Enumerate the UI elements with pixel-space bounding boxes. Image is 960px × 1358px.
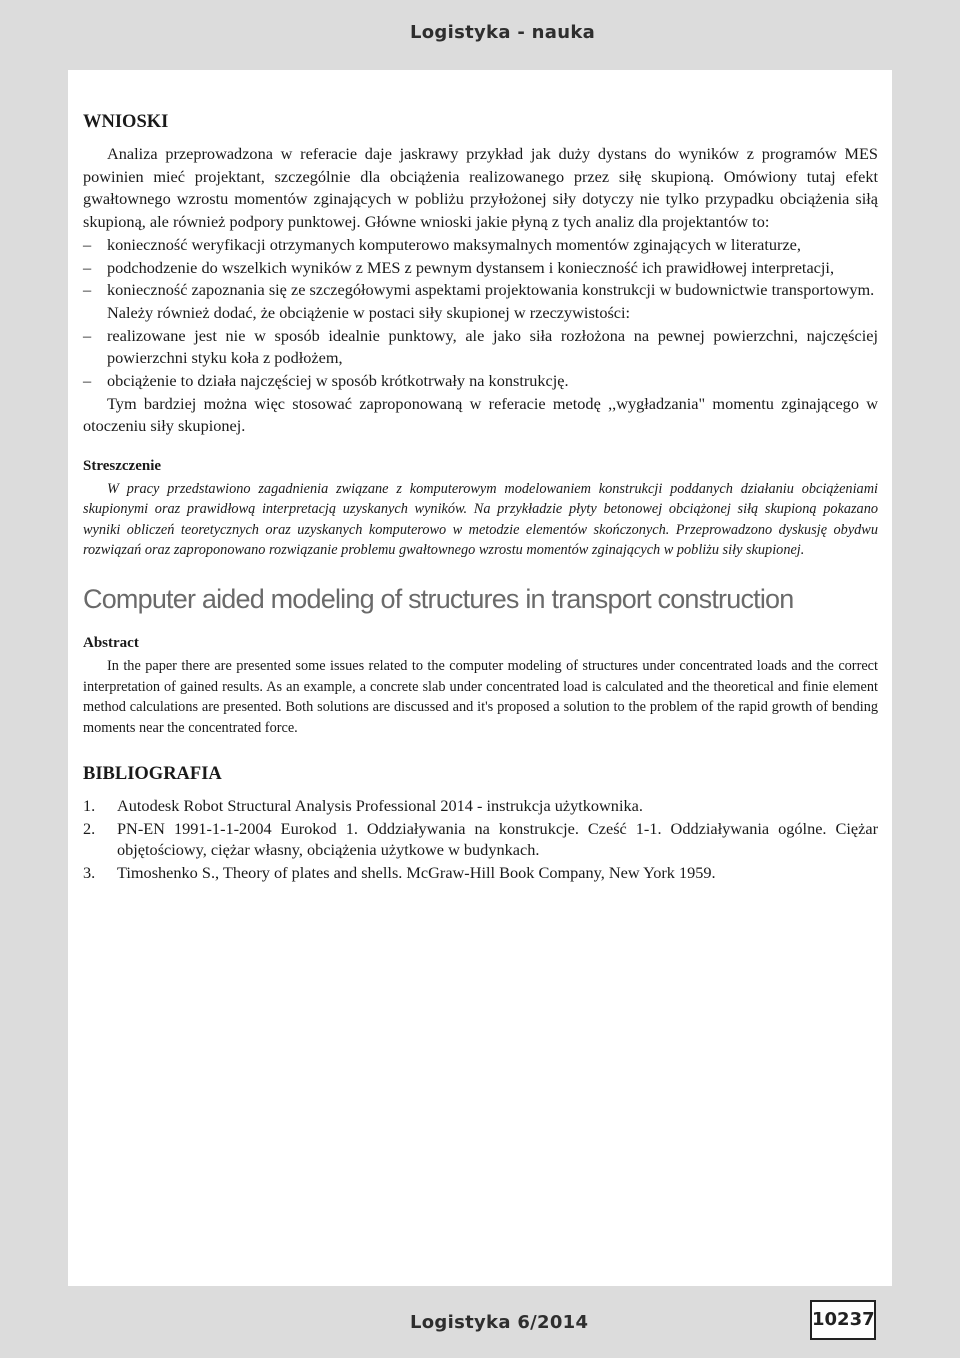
list-item xyxy=(83,279,878,302)
bibliography-item xyxy=(83,862,878,883)
bibliography-item xyxy=(83,818,878,860)
list-item-text: konieczność weryfikacji otrzymanych komputerowo maksymalnych momentów zginających w literaturze, xyxy=(107,234,801,254)
list-item-text: podchodzenie do wszelkich wyników z MES z pewnym dystansem i konieczność ich prawidłowej interpretacji, xyxy=(107,257,835,277)
bibliography-number: 1. xyxy=(83,796,96,816)
dash-bullet: – xyxy=(83,280,92,300)
summary-text: W pracy przedstawiono zagadnienia związane z komputerowym modelowaniem konstrukcji poddanych działaniu obciążeniami skupionymi oraz prawidłową interpretacją uzyskanych wyników. Na przykładzie płyty betonowej obciążonej siłą skupioną pokazano wyniki obliczeń teoretycznych oraz uzyskanych komputerowo w metodzie elementów skończonych. Przeprowadzono dyskusję obydwu rozwiązań oraz zaproponowano rozwiązanie problemu gwałtownego wzrostu momentów zginających w pobliżu siły skupionej. xyxy=(83,481,878,559)
dash-bullet: – xyxy=(83,371,92,391)
conclusions-list xyxy=(83,234,878,302)
load-remarks-list xyxy=(83,325,878,393)
conclusions-intro: Analiza przeprowadzona w referacie daje jaskrawy przykład jak duży dystans do wyników z programów MES powinien mieć projektant, szczególnie dla obciążenia realizowanego przez siłę skupioną. Omówiony tutaj efekt gwałtownego wzrostu momentów zginających w pobliżu przyłożonej siły dotyczy nie tylko przypadku obciążenia siłą skupioną, ale również podpory punktowej. Główne wnioski jakie płyną z tych analiz dla projektantów to: xyxy=(83,144,878,232)
bibliography-text: Autodesk Robot Structural Analysis Professional 2014 - instrukcja użytkownika. xyxy=(117,796,643,816)
page-header xyxy=(0,0,960,70)
article-content xyxy=(83,112,878,885)
bibliography-text: Timoshenko S., Theory of plates and shells. McGraw-Hill Book Company, New York 1959. xyxy=(117,863,716,883)
conclusions-closing: Tym bardziej można więc stosować zaproponowaną w referacie metodę ,,wygładzania" momentu zginającego w otoczeniu siły skupionej. xyxy=(83,393,878,436)
bibliography-heading: BIBLIOGRAFIA xyxy=(83,764,222,785)
summary-heading: Streszczenie xyxy=(83,458,162,475)
dash-bullet: – xyxy=(83,325,92,345)
footer-journal-issue: Logistyka 6/2014 xyxy=(410,1312,589,1333)
abstract-text: In the paper there are presented some issues related to the computer modeling of structures under concentrated loads and the correct interpretation of gained results. As an example, a concrete slab under concentrated load is calculated and the theoretical and finie element method calculations are presented. Both solutions are discussed and it's proposed a solution to the problem of the rapid growth of bending moments near the concentrated force. xyxy=(83,658,878,736)
list-item xyxy=(83,257,878,280)
list-item xyxy=(83,325,878,370)
english-title: Computer aided modeling of structures in transport construction xyxy=(83,584,794,615)
dash-bullet: – xyxy=(83,234,92,254)
bibliography-number: 3. xyxy=(83,863,96,883)
header-journal-title: Logistyka - nauka xyxy=(410,22,596,43)
conclusions-heading: WNIOSKI xyxy=(83,112,169,132)
bibliography-text: PN-EN 1991-1-1-2004 Eurokod 1. Oddziaływania na konstrukcje. Cześć 1-1. Oddziaływania ogólne. Ciężar objętościowy, ciężar własny, obciążenia użytkowe w budynkach. xyxy=(117,819,878,860)
page-number: 10237 xyxy=(810,1300,876,1340)
list-item-text: konieczność zapoznania się ze szczegółowymi aspektami projektowania konstrukcji w budownictwie transportowym. xyxy=(107,280,875,300)
list-item xyxy=(83,234,878,257)
bibliography-item xyxy=(83,795,878,816)
bibliography-list xyxy=(83,795,878,883)
list-item-text: obciążenie to działa najczęściej w sposób krótkotrwały na konstrukcję. xyxy=(107,371,569,391)
dash-bullet: – xyxy=(83,257,92,277)
bibliography-number: 2. xyxy=(83,819,96,839)
list-item xyxy=(83,370,878,393)
list-item-text: realizowane jest nie w sposób idealnie punktowy, ale jako siła rozłożona na pewnej powierzchni, najczęściej powierzchni styku koła z podłożem, xyxy=(107,325,878,368)
page-sheet xyxy=(68,70,892,1286)
abstract-heading: Abstract xyxy=(83,635,139,652)
conclusions-additional: Należy również dodać, że obciążenie w postaci siły skupionej w rzeczywistości: xyxy=(107,302,631,322)
